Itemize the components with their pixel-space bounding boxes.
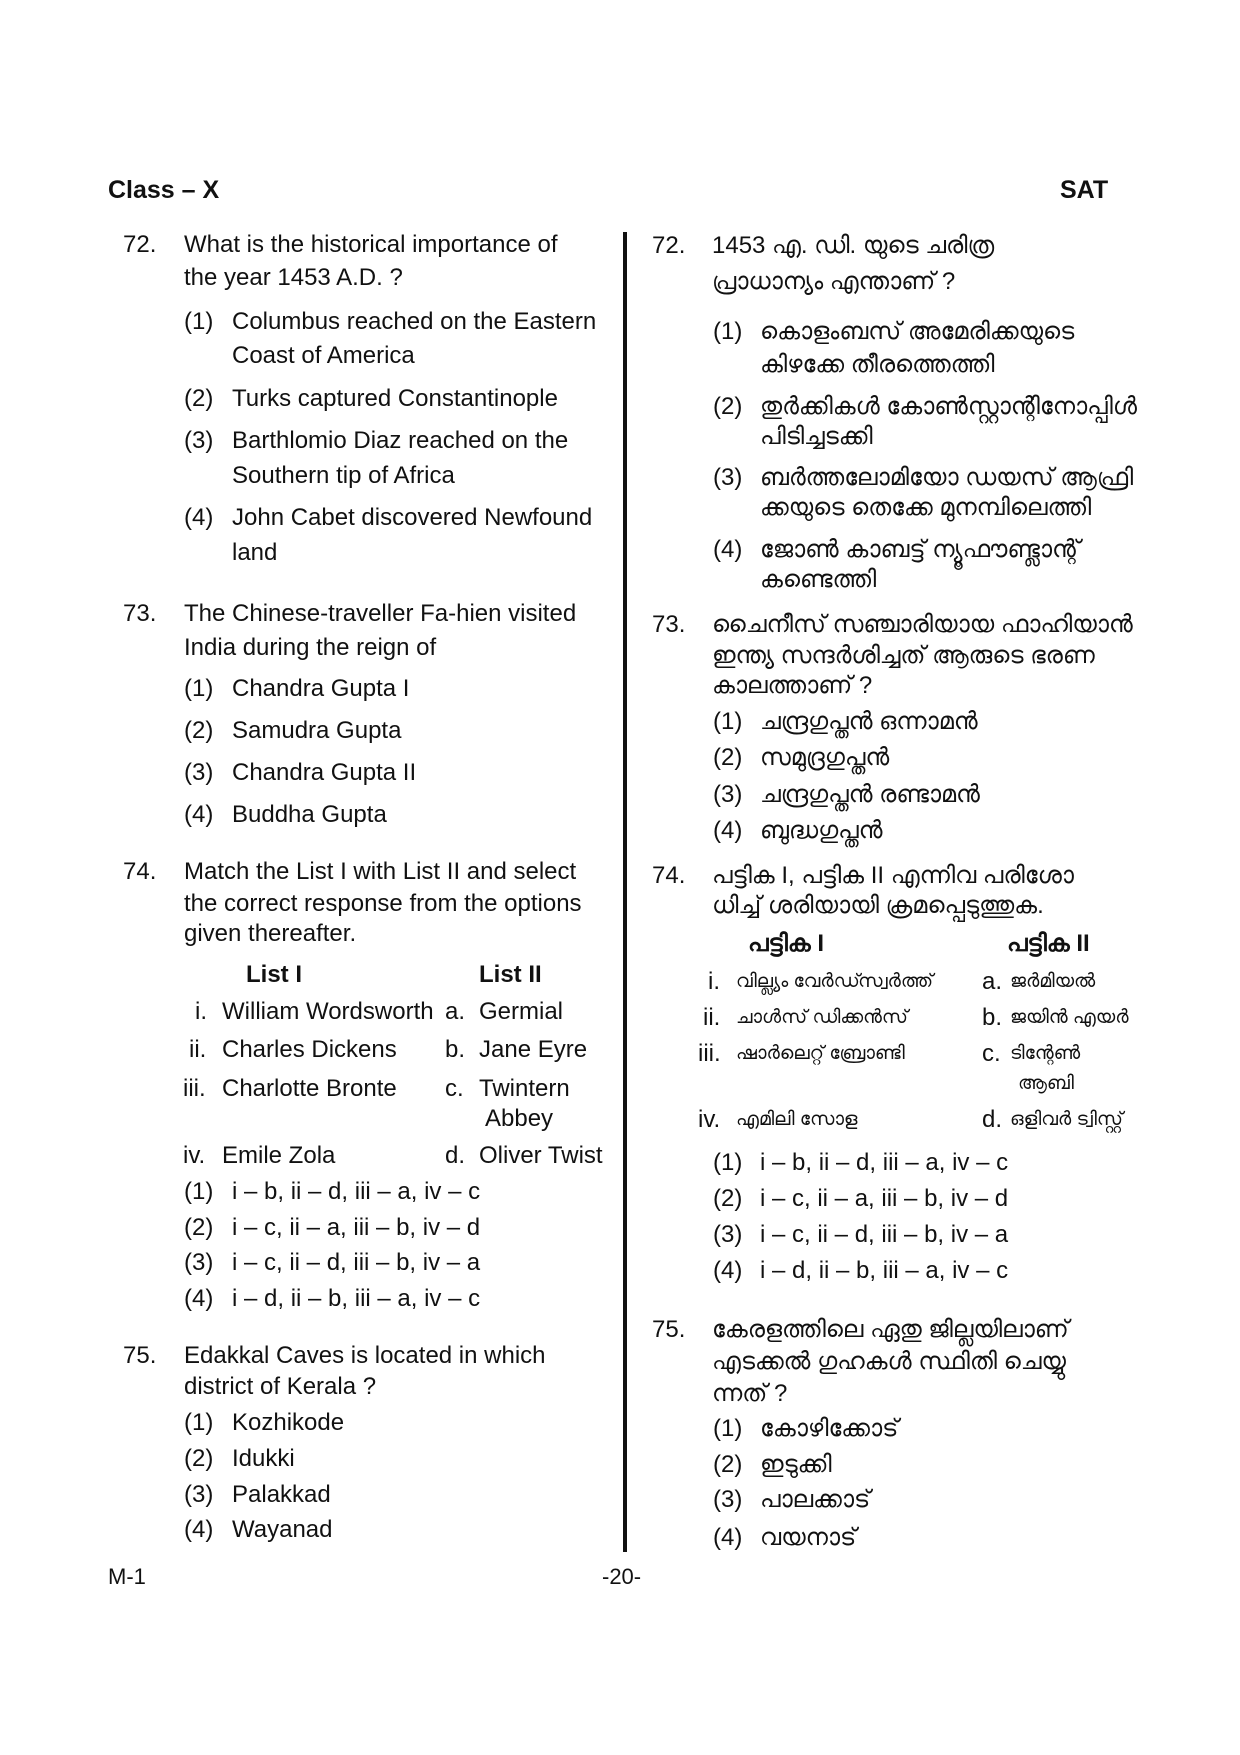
question-text: Edakkal Caves is located in which bbox=[184, 1342, 546, 1369]
option-number: (2) bbox=[184, 1445, 214, 1472]
option-text: land bbox=[232, 539, 278, 566]
option-text: കണ്ടെത്തി bbox=[760, 566, 877, 593]
option-text: Columbus reached on the Eastern bbox=[232, 308, 597, 335]
list-row-numeral: iv. bbox=[183, 1142, 206, 1169]
list-2-item: ജർമിയൽ bbox=[1010, 971, 1096, 992]
question-text: 1453 എ. ഡി. യുടെ ചരിത്ര bbox=[712, 232, 995, 259]
option-text: ജോൺ കാബട്ട് ന്യൂഫൗണ്ട്ലാന്റ് bbox=[760, 536, 1081, 563]
option-number: (3) bbox=[713, 781, 743, 808]
list-1-header: List I bbox=[246, 961, 303, 988]
list-1-header: പട്ടിക I bbox=[748, 930, 825, 957]
question-text: പ്രാധാന്യം എന്താണ് ? bbox=[712, 268, 956, 295]
option-text: ക്കയുടെ തെക്കേ മുനമ്പിലെത്തി bbox=[760, 494, 1092, 521]
list-row-numeral: i. bbox=[708, 968, 720, 995]
class-label: Class – X bbox=[108, 176, 220, 204]
question-number: 73. bbox=[123, 600, 157, 627]
question-text: What is the historical importance of bbox=[184, 231, 558, 258]
option-text: Samudra Gupta bbox=[232, 717, 402, 744]
question-number: 75. bbox=[652, 1316, 686, 1343]
question-number: 74. bbox=[652, 862, 686, 889]
question-text: the correct response from the options bbox=[184, 890, 582, 917]
option-number: (4) bbox=[713, 817, 743, 844]
option-text: ഇടുക്കി bbox=[760, 1451, 832, 1478]
list-row-letter: b. bbox=[982, 1004, 1003, 1031]
option-number: (2) bbox=[184, 1214, 214, 1241]
option-text: Chandra Gupta I bbox=[232, 675, 410, 702]
question-text: ന്നത് ? bbox=[712, 1380, 788, 1407]
option-text: i – b, ii – d, iii – a, iv – c bbox=[760, 1149, 1009, 1176]
list-row-numeral: iv. bbox=[698, 1106, 721, 1133]
question-text: district of Kerala ? bbox=[184, 1373, 377, 1400]
list-1-item: Charlotte Bronte bbox=[222, 1075, 397, 1102]
question-text: Match the List I with List II and select bbox=[184, 858, 577, 885]
option-number: (2) bbox=[713, 744, 743, 771]
list-row-letter: d. bbox=[982, 1106, 1003, 1133]
option-text: Southern tip of Africa bbox=[232, 462, 455, 489]
list-1-item: William Wordsworth bbox=[222, 998, 434, 1025]
question-text: കാലത്താണ് ? bbox=[712, 672, 873, 699]
question-text: പട്ടിക I, പട്ടിക II എന്നിവ പരിശോ bbox=[712, 862, 1074, 889]
option-text: Kozhikode bbox=[232, 1409, 345, 1436]
option-text: പിടിച്ചടക്കി bbox=[760, 423, 873, 450]
question-text: the year 1453 A.D. ? bbox=[184, 264, 403, 291]
option-text: i – d, ii – b, iii – a, iv – c bbox=[760, 1257, 1009, 1284]
list-2-item: ഒളിവർ ട്വിസ്റ്റ് bbox=[1010, 1109, 1123, 1130]
option-number: (2) bbox=[184, 385, 214, 412]
question-text: ചൈനീസ് സഞ്ചാരിയായ ഫാഹിയാൻ bbox=[712, 611, 1133, 638]
option-number: (1) bbox=[184, 308, 214, 335]
list-1-item: Emile Zola bbox=[222, 1142, 336, 1169]
option-text: Palakkad bbox=[232, 1481, 331, 1508]
option-number: (4) bbox=[184, 1285, 214, 1312]
list-1-item: ഷാർലെറ്റ് ബ്രോണ്ടി bbox=[736, 1043, 905, 1064]
question-number: 72. bbox=[652, 232, 686, 259]
option-number: (4) bbox=[713, 1524, 743, 1551]
option-number: (1) bbox=[713, 708, 743, 735]
list-2-item: ജയിൻ എയർ bbox=[1010, 1007, 1129, 1028]
option-text: i – c, ii – d, iii – b, iv – a bbox=[760, 1221, 1009, 1248]
option-number: (4) bbox=[713, 1257, 743, 1284]
list-2-header: List II bbox=[479, 961, 542, 988]
option-number: (4) bbox=[184, 1516, 214, 1543]
option-text: i – b, ii – d, iii – a, iv – c bbox=[232, 1178, 481, 1205]
option-text: Wayanad bbox=[232, 1516, 333, 1543]
option-text: ബർത്തലോമിയോ ഡയസ് ആഫ്രി bbox=[760, 464, 1134, 491]
option-text: ചന്ദ്രഗുപ്തൻ ഒന്നാമൻ bbox=[760, 708, 978, 735]
list-2-item: ടിന്റേൺ bbox=[1010, 1043, 1081, 1064]
option-text: i – c, ii – a, iii – b, iv – d bbox=[760, 1185, 1009, 1212]
list-row-letter: a. bbox=[982, 968, 1003, 995]
list-1-item: വില്ല്യം വേർഡ്സ്വർത്ത് bbox=[736, 971, 934, 992]
option-number: (3) bbox=[713, 464, 743, 491]
footer-code: M-1 bbox=[108, 1564, 146, 1589]
list-1-item: എമിലി സോള bbox=[736, 1109, 858, 1130]
option-number: (2) bbox=[713, 393, 743, 420]
option-number: (4) bbox=[184, 504, 214, 531]
option-text: Idukki bbox=[232, 1445, 295, 1472]
list-2-item: Jane Eyre bbox=[479, 1036, 588, 1063]
option-text: വയനാട് bbox=[760, 1524, 857, 1551]
option-text: കൊളംബസ് അമേരിക്കയുടെ bbox=[760, 318, 1075, 345]
list-row-letter: a. bbox=[445, 998, 466, 1025]
option-text: സമുദ്രഗുപ്തൻ bbox=[760, 744, 890, 771]
list-row-numeral: ii. bbox=[703, 1004, 721, 1031]
question-text: given thereafter. bbox=[184, 920, 357, 947]
option-number: (2) bbox=[713, 1451, 743, 1478]
option-text: Coast of America bbox=[232, 342, 415, 369]
column-divider bbox=[623, 232, 627, 1552]
list-2-item: Twintern bbox=[479, 1075, 570, 1102]
option-number: (1) bbox=[713, 1149, 743, 1176]
question-text: ഇന്ത്യ സന്ദർശിച്ചത് ആരുടെ ഭരണ bbox=[712, 642, 1095, 669]
page-number: -20- bbox=[602, 1564, 642, 1589]
option-text: കിഴക്കേ തീരത്തെത്തി bbox=[760, 351, 995, 378]
option-text: i – d, ii – b, iii – a, iv – c bbox=[232, 1285, 481, 1312]
list-2-item: Oliver Twist bbox=[479, 1142, 603, 1169]
option-number: (1) bbox=[713, 1415, 743, 1442]
option-number: (3) bbox=[184, 1481, 214, 1508]
option-number: (2) bbox=[713, 1185, 743, 1212]
option-number: (1) bbox=[713, 318, 743, 345]
exam-code: SAT bbox=[1060, 176, 1109, 204]
option-text: Buddha Gupta bbox=[232, 801, 387, 828]
option-number: (4) bbox=[184, 801, 214, 828]
option-number: (2) bbox=[184, 717, 214, 744]
option-number: (1) bbox=[184, 675, 214, 702]
question-text: കേരളത്തിലെ ഏതു ജില്ലയിലാണ് bbox=[712, 1316, 1069, 1343]
question-number: 75. bbox=[123, 1342, 157, 1369]
option-text: Chandra Gupta II bbox=[232, 759, 417, 786]
option-number: (3) bbox=[713, 1486, 743, 1513]
option-text: പാലക്കാട് bbox=[760, 1486, 871, 1513]
list-2-item-cont: ആബി bbox=[1018, 1073, 1074, 1094]
question-text: ധിച്ച് ശരിയായി ക്രമപ്പെടുത്തുക. bbox=[712, 892, 1044, 919]
question-number: 74. bbox=[123, 858, 157, 885]
option-text: John Cabet discovered Newfound bbox=[232, 504, 593, 531]
option-text: ബുദ്ധഗുപ്തൻ bbox=[760, 817, 883, 844]
list-2-item-cont: Abbey bbox=[485, 1105, 554, 1132]
option-number: (3) bbox=[184, 759, 214, 786]
option-number: (1) bbox=[184, 1178, 214, 1205]
option-text: തുർക്കികൾ കോൺസ്റ്റാന്റിനോപ്പിൾ bbox=[760, 393, 1137, 420]
question-text: India during the reign of bbox=[184, 634, 437, 661]
list-1-item: ചാൾസ് ഡിക്കൻസ് bbox=[736, 1007, 909, 1028]
list-row-numeral: ii. bbox=[189, 1036, 207, 1063]
option-text: i – c, ii – a, iii – b, iv – d bbox=[232, 1214, 481, 1241]
question-number: 73. bbox=[652, 611, 686, 638]
list-row-letter: b. bbox=[445, 1036, 466, 1063]
option-text: i – c, ii – d, iii – b, iv – a bbox=[232, 1249, 481, 1276]
list-row-numeral: i. bbox=[195, 998, 207, 1025]
question-text: The Chinese-traveller Fa-hien visited bbox=[184, 600, 577, 627]
option-text: Turks captured Constantinople bbox=[232, 385, 558, 412]
list-2-header: പട്ടിക II bbox=[1007, 930, 1090, 957]
option-text: കോഴിക്കോട് bbox=[760, 1415, 899, 1442]
list-1-item: Charles Dickens bbox=[222, 1036, 397, 1063]
list-2-item: Germial bbox=[479, 998, 564, 1025]
list-row-letter: c. bbox=[445, 1075, 464, 1102]
question-text: എടക്കൽ ഗുഹകൾ സ്ഥിതി ചെയ്യു bbox=[712, 1348, 1066, 1375]
option-text: Barthlomio Diaz reached on the bbox=[232, 427, 569, 454]
list-row-letter: c. bbox=[982, 1040, 1001, 1067]
option-number: (3) bbox=[184, 1249, 214, 1276]
list-row-numeral: iii. bbox=[183, 1075, 206, 1102]
option-number: (3) bbox=[184, 427, 214, 454]
list-row-numeral: iii. bbox=[698, 1040, 721, 1067]
question-number: 72. bbox=[123, 231, 157, 258]
option-number: (1) bbox=[184, 1409, 214, 1436]
option-number: (4) bbox=[713, 536, 743, 563]
list-row-letter: d. bbox=[445, 1142, 466, 1169]
option-number: (3) bbox=[713, 1221, 743, 1248]
option-text: ചന്ദ്രഗുപ്തൻ രണ്ടാമൻ bbox=[760, 781, 980, 808]
